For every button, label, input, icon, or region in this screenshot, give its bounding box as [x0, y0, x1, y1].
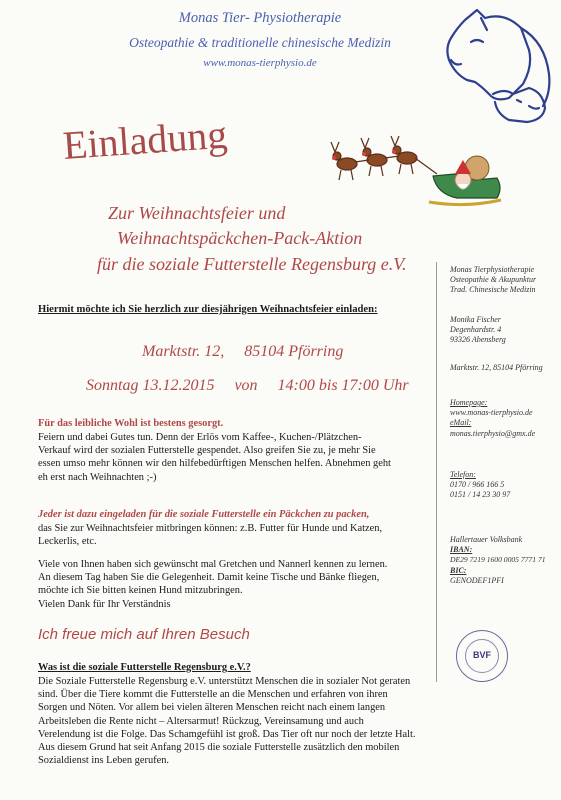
event-date: Sonntag 13.12.2015 von 14:00 bis 17:00 Uhr: [86, 377, 409, 394]
page-title: Einladung: [61, 111, 229, 168]
bank-name: Hallertauer Volksbank: [450, 535, 523, 544]
food-text: [38, 431, 391, 484]
sidebar-phone: [450, 470, 510, 501]
wish-text: [38, 558, 387, 611]
wish-line: An diesem Tag haben Sie die Gelegenheit. Damit keine Tische und Bänke fliegen,: [38, 572, 380, 584]
phone-label: Telefon:: [450, 470, 476, 479]
subtitle-line-3: für die soziale Futterstelle Regensburg e.V.: [97, 254, 407, 274]
subtitle-line-1: Zur Weihnachtsfeier und: [108, 203, 286, 223]
wish-line: möchte ich Sie bitten keinen Hund mitzubringen.: [38, 585, 243, 597]
pack-heading: Jeder ist dazu eingeladen für die soziale Futterstelle ein Päckchen zu packen,: [38, 509, 370, 520]
sidebar-event-address: Marktstr. 12, 85104 Pförring: [450, 363, 543, 372]
event-address: Marktstr. 12, 85104 Pförring: [142, 343, 344, 360]
homepage-link[interactable]: www.monas-tierphysio.de: [450, 408, 533, 418]
header-line-2: Osteopathie & traditionelle chinesische Medizin: [129, 35, 391, 50]
sidebar-company: [450, 265, 536, 296]
sidebar-person-line: 93326 Abensberg: [450, 335, 506, 345]
iban-value: DE29 7219 1600 0005 7771 71: [450, 555, 546, 565]
subtitle-line-2: Weihnachtspäckchen-Pack-Aktion: [117, 228, 363, 248]
about-line: Die Soziale Futterstelle Regensburg e.V. unterstützt Menschen die in sozialer Not geraten: [38, 676, 411, 687]
header-line-1: Monas Tier- Physiotherapie: [178, 10, 342, 26]
food-line: essen umso mehr können wir den hilfebedürftigen Menschen helfen. Abnehmen geht: [38, 458, 391, 470]
homepage-label: Homepage:: [450, 398, 488, 407]
phone-number: 0151 / 14 23 30 97: [450, 490, 511, 500]
phone-number: 0170 / 966 166 5: [450, 480, 505, 490]
sidebar-divider: [436, 262, 437, 682]
closing-text: Ich freue mich auf Ihren Besuch: [38, 626, 250, 643]
pack-line: Leckerlis, etc.: [38, 536, 97, 548]
sidebar-person-line: Monika Fischer: [450, 315, 501, 324]
sidebar-person-line: Degenhardstr. 4: [450, 325, 502, 335]
about-line: sind. Über die Tiere kommt die Futterstelle an die Menschen und erfahren von ihren: [38, 689, 388, 701]
sidebar-company-line: Monas Tierphysiotherapie: [450, 265, 535, 274]
food-heading: Für das leibliche Wohl ist bestens gesorgt.: [38, 418, 224, 429]
about-line: Sorgen und Nöten. Vor allem bei vielen älteren Menschen reicht nach einem langen: [38, 702, 386, 714]
sidebar-person: [450, 315, 506, 346]
food-line: Verkauf wird der sozialen Futterstelle gespendet. Also greifen Sie zu, je mehr Sie: [38, 445, 376, 457]
bic-label: BIC:: [450, 565, 467, 575]
intro-text: Hiermit möchte ich Sie herzlich zur diesjährigen Weihnachtsfeier einladen:: [38, 304, 378, 315]
about-line: Aus diesem Grund hat seit Anfang 2015 die soziale Futterstelle zusätzlich den mobilen: [38, 742, 400, 754]
email-link[interactable]: monas.tierphysio@gmx.de: [450, 428, 536, 438]
wish-line: Vielen Dank für Ihr Verständnis: [38, 598, 171, 610]
sidebar-homepage: [450, 398, 535, 439]
bvf-seal-text: BVF: [473, 650, 491, 660]
sidebar-company-line: Trad. Chinesische Medizin: [450, 285, 536, 295]
reindeer-sleigh-icon: [325, 128, 505, 220]
bvf-seal-icon: [456, 630, 508, 682]
food-line: eh erst nach Weihnachten ;-): [38, 471, 157, 483]
horse-dog-logo-icon: [425, 2, 560, 127]
email-label: eMail:: [450, 418, 472, 428]
sidebar-bank: [450, 535, 546, 586]
sidebar-company-line: Osteopathie & Akupunktur: [450, 275, 537, 285]
header-url: www.monas-tierphysio.de: [203, 57, 317, 69]
iban-label: IBAN:: [450, 545, 473, 555]
pack-line: das Sie zur Weihnachtsfeier mitbringen können: z.B. Futter für Hunde und Katzen,: [38, 523, 383, 534]
bic-value: GENODEF1PFI: [450, 575, 504, 585]
about-line: Verelendung ist die Folge. Das Schamgefühl ist groß. Das Tier oft nur noch der letzte Halt.: [38, 728, 416, 740]
about-heading: Was ist die soziale Futterstelle Regensburg e.V.?: [38, 662, 251, 673]
about-text: [38, 675, 415, 767]
about-line: Sozialdienst ins Leben gerufen.: [38, 755, 169, 767]
food-line: Feiern und dabei Gutes tun. Denn der Erlös vom Kaffee-, Kuchen-/Plätzchen-: [38, 432, 362, 443]
pack-text: [38, 522, 382, 548]
wish-line: Viele von Ihnen haben sich gewünscht mal Gretchen und Nannerl kennen zu lernen.: [38, 559, 388, 570]
about-line: Arbeitsleben die Rente nicht – Altersarmut! Rückzug, Vereinsamung und auch: [38, 715, 364, 727]
